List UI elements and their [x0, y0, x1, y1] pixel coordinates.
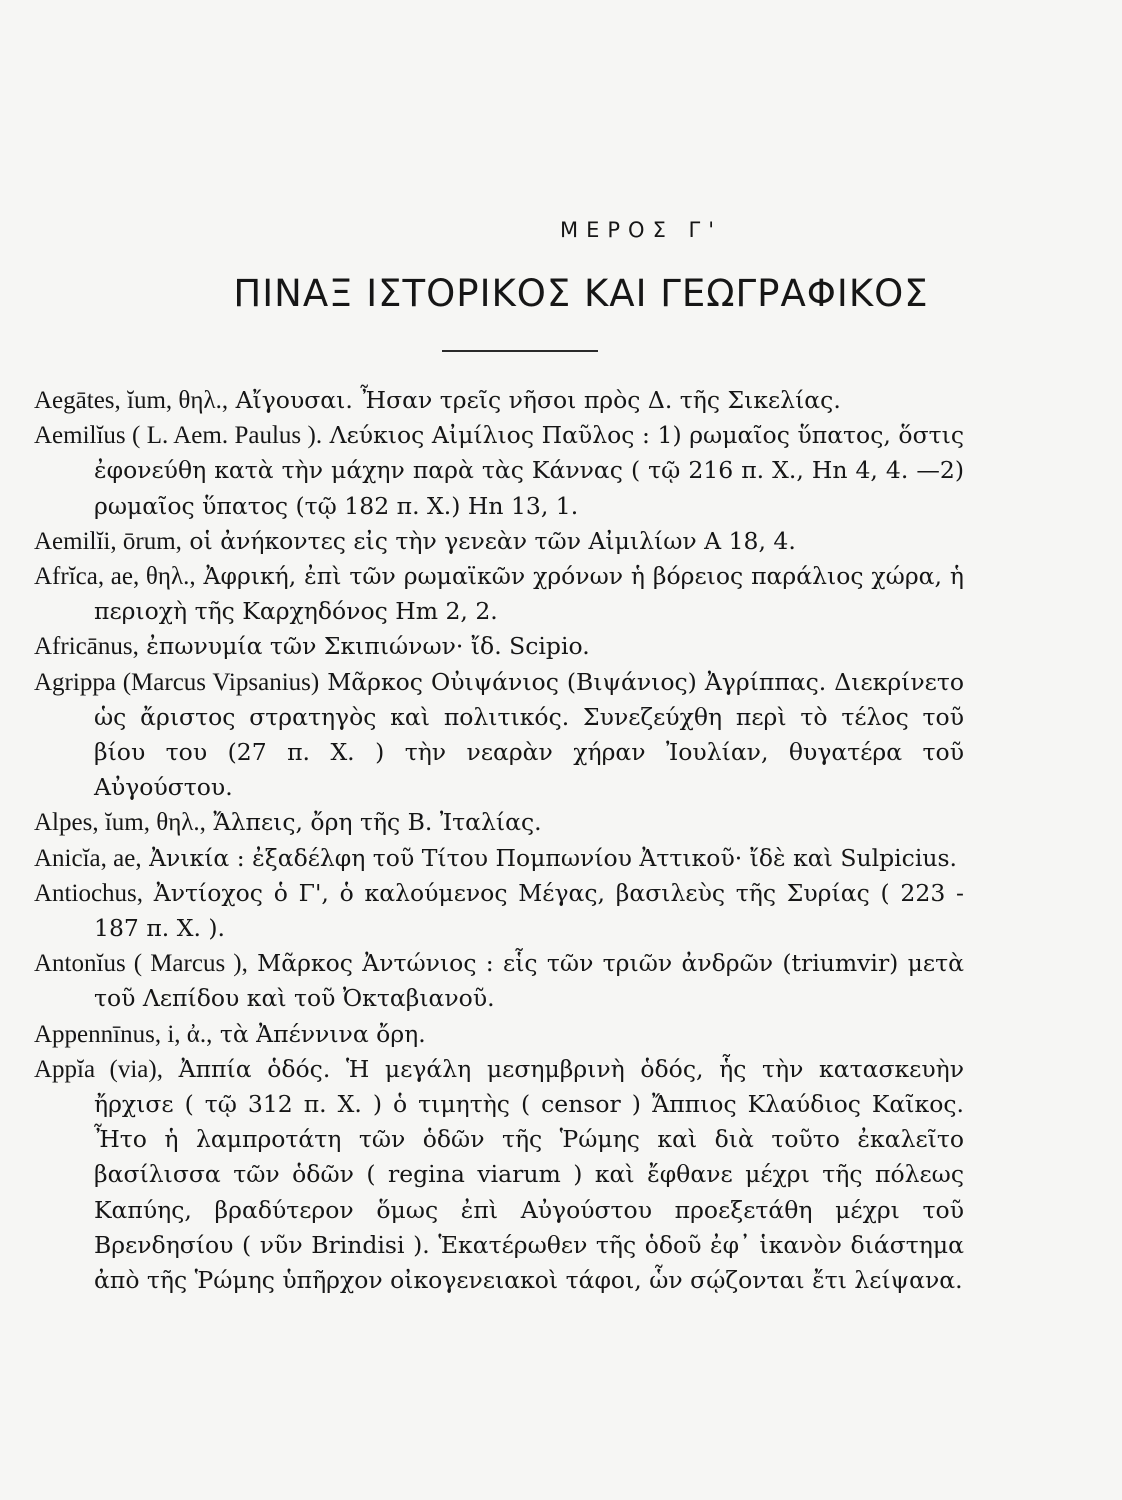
- entry-headword: Appennīnus, i, ἀ.,: [34, 1020, 213, 1048]
- entry-headword: Africānus,: [34, 633, 139, 661]
- entry-definition: Αἴγουσαι. Ἦσαν τρεῖς νῆσοι πρὸς Δ. τῆς Σικελίας.: [228, 386, 841, 414]
- index-entry-aemilii: [34, 524, 964, 559]
- entry-headword: Aegātes, ĭum, θηλ.,: [34, 387, 229, 414]
- page-title: ΠΙΝΑΞ ΙΣΤΟΡΙΚΟΣ ΚΑΙ ΓΕΩΓΡΑΦΙΚΟΣ: [233, 272, 929, 315]
- entry-definition: Λεύκιος Αἰμίλιος Παῦλος : 1) ρωμαῖος ὕπατος, ὅστις ἐφονεύθη κατὰ τὴν μάχην παρὰ τὰς Κάννας ( τῷ 216 π. Χ., Hn 4, 4. —2) ρωμαῖος ὕπατος (τῷ 182 π. Χ.) Hn 13, 1.: [94, 421, 964, 520]
- index-entry-africanus: [34, 629, 964, 664]
- entry-definition: Ἀντίοχος ὁ Γ', ὁ καλούμενος Μέγας, βασιλεὺς τῆς Συρίας ( 223 - 187 π. Χ. ).: [94, 878, 964, 943]
- index-entry-antonius: [34, 946, 964, 1016]
- entry-headword: Antonĭus ( Marcus ),: [34, 950, 248, 978]
- index-entry-antiochus: [34, 876, 964, 946]
- index-entry-anicia: [34, 841, 964, 876]
- entry-definition: Μᾶρκος Οὐιψάνιος (Βιψάνιος) Ἀγρίππας. Διεκρίνετο ὡς ἄριστος στρατηγὸς καὶ πολιτικός. Συνεζεύχθη περὶ τὸ τέλος τοῦ βίου του (27 π. Χ. ) τὴν νεαρὰν χήραν Ἰουλίαν, θυγατέρα τοῦ Αὐγούστου.: [94, 667, 964, 802]
- index-entry-aemilius: [34, 418, 964, 524]
- entry-headword: Aemilĭi, ōrum,: [34, 527, 182, 555]
- entry-definition: Μᾶρκος Ἀντώνιος : εἷς τῶν τριῶν ἀνδρῶν (triumvir) μετὰ τοῦ Λεπίδου καὶ τοῦ Ὀκταβιανοῦ.: [94, 949, 964, 1013]
- index-entry-agrippa: [34, 665, 964, 806]
- index-entry-alpes: [34, 805, 964, 840]
- index-entry-appenninus: [34, 1017, 964, 1052]
- part-label: ΜΕΡΟΣ Γ': [560, 218, 722, 242]
- entry-definition: Ἀφρική, ἐπὶ τῶν ρωμαϊκῶν χρόνων ἡ βόρειος παράλιος χώρα, ἡ περιοχὴ τῆς Καρχηδόνος Hm 2, 2.: [94, 562, 964, 626]
- entry-headword: Aemilĭus ( L. Aem. Paulus ).: [34, 422, 323, 450]
- index-entry-aegates: [34, 383, 964, 418]
- index-entry-africa: [34, 559, 964, 629]
- entry-headword: Alpes, ĭum, θηλ.,: [34, 809, 206, 837]
- entry-headword: Antiochus,: [34, 879, 144, 907]
- title-underline-rule: [442, 350, 598, 352]
- entry-definition: Ἀππία ὁδός. Ἡ μεγάλη μεσημβρινὴ ὁδός, ἧς τὴν κατασκευὴν ἤρχισε ( τῷ 312 π. Χ. ) ὁ τιμητὴς ( censor ) Ἄππιος Κλαύδιος Καῖκος. Ἦτο ἡ λαμπροτάτη τῶν ὁδῶν τῆς Ῥώμης καὶ διὰ τοῦτο ἐκαλεῖτο βασίλισσα τῶν ὁδῶν ( regina viarum ) καὶ ἔφθανε μέχρι τῆς πόλεως Καπύης, βραδύτερον ὅμως ἐπὶ Αὐγούστου προεξετάθη μέχρι τοῦ Βρενδησίου ( νῦν Brindisi ). Ἑκατέρωθεν τῆς ὁδοῦ ἐφ᾽ ἱκανὸν διάστημα ἀπὸ τῆς Ῥώμης ὑπῆρχον οἰκογενειακοὶ τάφοι, ὧν σῴζονται ἔτι λείψανα.: [94, 1054, 965, 1295]
- entry-definition: τὰ Ἀπέννινα ὄρη.: [212, 1019, 426, 1048]
- entry-headword: Afrĭca, ae, θηλ.,: [34, 563, 196, 591]
- index-entry-appia: [34, 1052, 964, 1298]
- entry-definition: Ἄλπεις, ὄρη τῆς Β. Ἰταλίας.: [205, 808, 542, 837]
- entry-headword: Anicĭa, ae,: [34, 844, 142, 872]
- entry-definition: Ἀνικία : ἐξαδέλφη τοῦ Τίτου Πομπωνίου Ἀττικοῦ· ἴδὲ καὶ Sulpicius.: [141, 843, 958, 872]
- index-entries: [34, 383, 964, 1298]
- entry-headword: Appĭa (via),: [34, 1055, 163, 1083]
- entry-headword: Agrippa (Marcus Vipsanius): [34, 668, 320, 696]
- entry-definition: οἱ ἀνήκοντες εἰς τὴν γενεὰν τῶν Αἰμιλίων A 18, 4.: [181, 526, 796, 555]
- entry-definition: ἐπωνυμία τῶν Σκιπιώνων· ἴδ. Scipio.: [138, 632, 590, 661]
